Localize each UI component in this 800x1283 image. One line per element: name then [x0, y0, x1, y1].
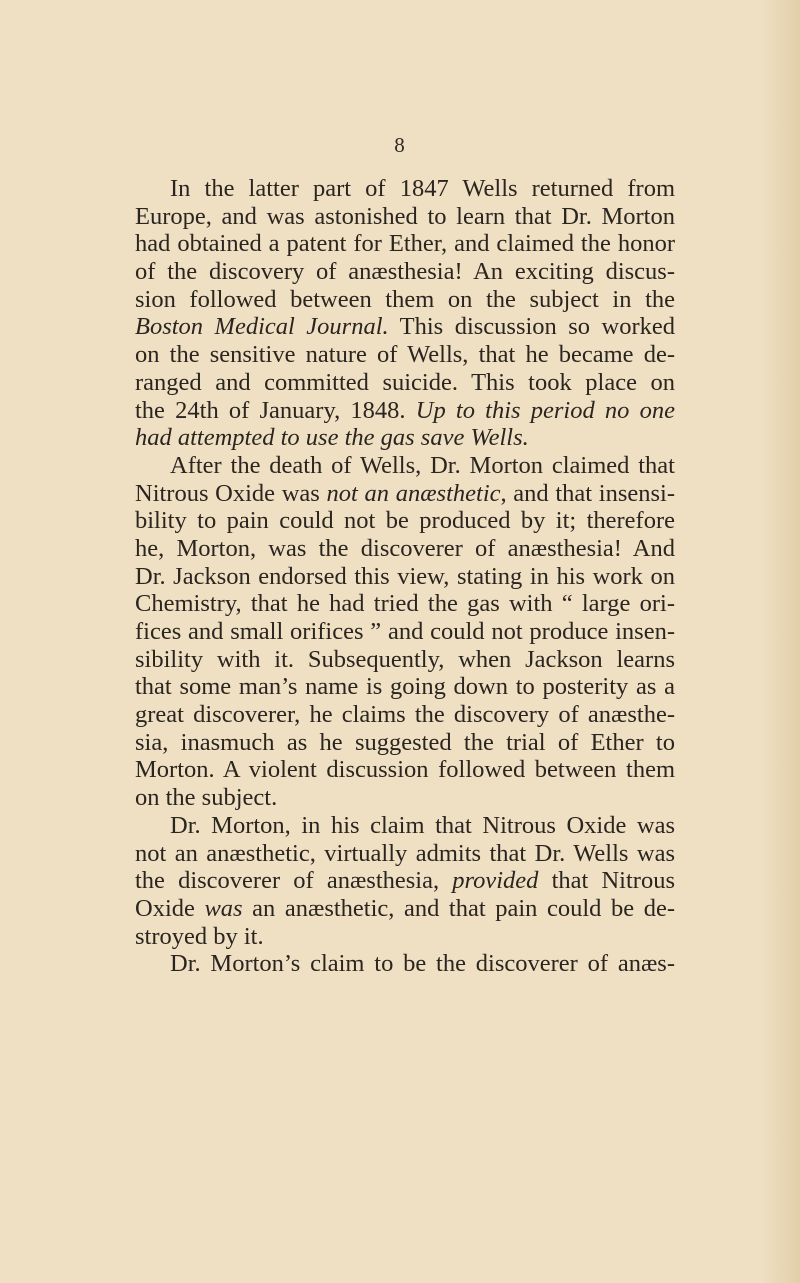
italic-emphasis: had attempted to use the gas save Wells. [135, 424, 529, 452]
text-line: of the discovery of anæsthesia! An exciting discus- [135, 258, 675, 286]
text-line: Dr. Morton, in his claim that Nitrous Oxide was [170, 811, 675, 839]
italic-emphasis: provided [452, 867, 539, 895]
text-line: sibility with it. Subsequently, when Jackson learns [135, 645, 675, 673]
text-line: he, Morton, was the discoverer of anæsthesia! And [135, 534, 675, 562]
text-line: Nitrous Oxide was not an anæsthetic, and that insensi- [135, 479, 675, 507]
text-line: that some man’s name is going down to posterity as a [135, 673, 675, 701]
text-line: bility to pain could not be produced by it; therefore [135, 507, 675, 535]
text-line: on the sensitive nature of Wells, that he became de- [135, 341, 675, 369]
text-line: Oxide was an anæsthetic, and that pain could be de- [135, 894, 675, 922]
journal-title: Boston Medical Journal. [135, 313, 389, 341]
text-line: Dr. Jackson endorsed this view, stating in his work on [135, 562, 675, 590]
text-line: ranged and committed suicide. This took place on [135, 368, 675, 396]
text-line: Dr. Morton’s claim to be the discoverer of anæs- [170, 950, 675, 978]
text-line: Chemistry, that he had tried the gas with “ large ori- [135, 590, 675, 618]
text-line: stroyed by it. [135, 922, 264, 950]
italic-emphasis: was [204, 894, 243, 922]
text-line: sia, inasmuch as he suggested the trial of Ether to [135, 728, 675, 756]
text-line [135, 424, 675, 452]
text-line: In the latter part of 1847 Wells returned from [170, 175, 675, 202]
page-edge-shadow [760, 0, 800, 1283]
text-line: Europe, and was astonished to learn that Dr. Morton [135, 202, 675, 230]
text-line: not an anæsthetic, virtually admits that Dr. Wells was [135, 839, 675, 867]
text-line: After the death of Wells, Dr. Morton claimed that [170, 451, 675, 479]
text-line: sion followed between them on the subject in the [135, 285, 675, 313]
text-line: Morton. A violent discussion followed between them [135, 756, 675, 784]
text-line: had obtained a patent for Ether, and claimed the honor [135, 230, 675, 258]
body-text [135, 175, 675, 978]
text-line: on the subject. [135, 784, 278, 812]
text-line: Boston Medical Journal. This discussion so worked [135, 313, 675, 341]
text-line: fices and small orifices ” and could not produce insen- [135, 618, 675, 645]
text-line: the 24th of January, 1848. Up to this period no one [135, 396, 675, 424]
italic-emphasis: Up to this period no one [415, 396, 675, 424]
page-number: 8 [394, 133, 406, 157]
italic-emphasis: not an anæsthetic [326, 479, 501, 507]
text-line: great discoverer, he claims the discovery of anæsthe- [135, 701, 675, 729]
text-line: the discoverer of anæsthesia, provided that Nitrous [135, 867, 675, 895]
